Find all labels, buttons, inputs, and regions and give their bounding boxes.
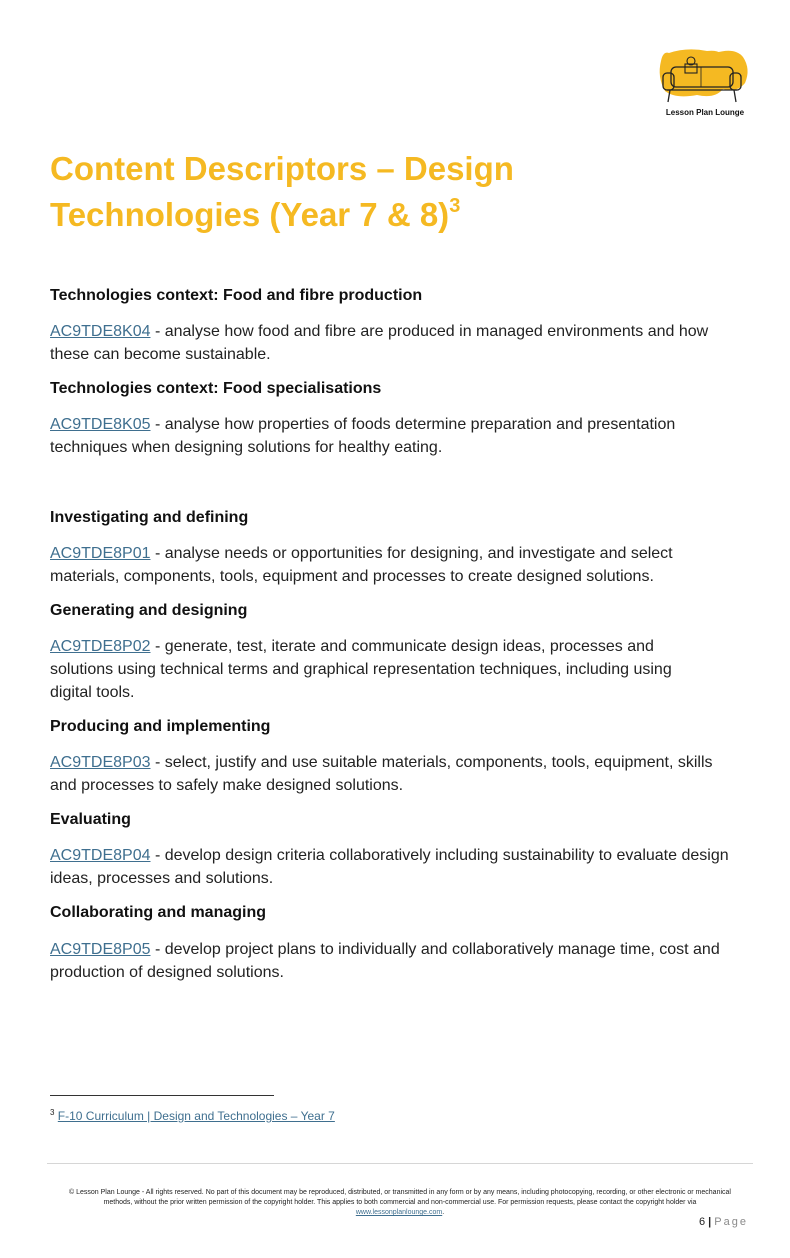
footnote-divider <box>50 1095 274 1096</box>
section-body-producing <box>50 751 740 797</box>
footnote-link[interactable]: F-10 Curriculum | Design and Technologies – Year 7 <box>57 1109 335 1123</box>
code-link-ac9tde8p04[interactable]: AC9TDE8P04 <box>50 847 151 864</box>
title-line-1: Content Descriptors – Design <box>50 150 514 187</box>
copyright-notice: © Lesson Plan Lounge - All rights reserved. No part of this document may be reproduced, distributed, or transmitted in any form or by any means, including photocopying, recording, or other electronic or mechanical methods, without the prior written permission of the copyright holder. This applies to both commercial and non-commercial use. For permission requests, please contact the copyright holder via www.lessonplanlounge.com. <box>69 1189 731 1216</box>
section-heading-investigating: Investigating and defining <box>50 509 249 526</box>
section-heading-food-fibre: Technologies context: Food and fibre production <box>50 287 423 304</box>
footer-divider <box>47 1163 753 1164</box>
section-body-collaborating <box>50 938 740 984</box>
page-number-value: 6 <box>698 1216 706 1228</box>
code-link-ac9tde8p03[interactable]: AC9TDE8P03 <box>50 754 151 771</box>
section-heading-food-specialisations: Technologies context: Food specialisations <box>50 380 382 397</box>
section-heading-evaluating: Evaluating <box>50 811 131 828</box>
section-heading-collaborating: Collaborating and managing <box>50 904 267 921</box>
description-text: - select, justify and use suitable materials, components, tools, equipment, skills and processes to safely make designed solutions. <box>50 754 713 794</box>
code-link-ac9tde8k04[interactable]: AC9TDE8K04 <box>50 323 151 340</box>
website-link[interactable]: www.lessonplanlounge.com <box>355 1209 443 1216</box>
title-line-2: Technologies (Year 7 & 8) <box>50 196 450 233</box>
page-word: Page <box>714 1216 748 1228</box>
section-heading-generating: Generating and designing <box>50 602 248 619</box>
page-separator: | <box>708 1216 712 1228</box>
description-text: - analyse how food and fibre are produced in managed environments and how these can become sustainable. <box>50 323 709 363</box>
section-heading-producing: Producing and implementing <box>50 718 271 735</box>
page-number <box>699 1216 748 1228</box>
section-body-generating <box>50 635 680 704</box>
title-footnote-ref[interactable]: 3 <box>449 195 461 217</box>
section-body-food-specialisations <box>50 413 740 459</box>
code-link-ac9tde8p05[interactable]: AC9TDE8P05 <box>50 941 151 958</box>
footnote <box>50 1108 335 1123</box>
sofa-icon <box>657 47 753 107</box>
footnote-number: 3 <box>50 1108 55 1117</box>
description-text: - analyse how properties of foods determine preparation and presentation techniques when designing solutions for healthy eating. <box>50 416 676 456</box>
logo-text: Lesson Plan Lounge <box>665 108 745 117</box>
logo <box>657 47 753 119</box>
section-body-food-fibre <box>50 320 740 366</box>
section-body-evaluating <box>50 844 740 890</box>
code-link-ac9tde8p01[interactable]: AC9TDE8P01 <box>50 545 151 562</box>
code-link-ac9tde8k05[interactable]: AC9TDE8K05 <box>50 416 151 433</box>
description-text: - develop design criteria collaboratively including sustainability to evaluate design ideas, processes and solutions. <box>50 847 729 887</box>
copyright-text: © Lesson Plan Lounge - All rights reserved. No part of this document may be reproduced, distributed, or transmitted in any form or by any means, including photocopying, recording, or other electronic or mechanical methods, without the prior written permission of the copyright holder. This applies to both commercial and non-commercial use. For permission requests, please contact the copyright holder via <box>69 1189 731 1206</box>
description-text: - analyse needs or opportunities for designing, and investigate and select materials, components, tools, equipment and processes to create designed solutions. <box>50 545 673 585</box>
description-text: - generate, test, iterate and communicate design ideas, processes and solutions using technical terms and graphical representation techniques, including using digital tools. <box>50 638 672 701</box>
description-text: - develop project plans to individually and collaboratively manage time, cost and production of designed solutions. <box>50 941 720 981</box>
code-link-ac9tde8p02[interactable]: AC9TDE8P02 <box>50 638 151 655</box>
page-title <box>50 146 610 238</box>
section-body-investigating <box>50 542 740 588</box>
